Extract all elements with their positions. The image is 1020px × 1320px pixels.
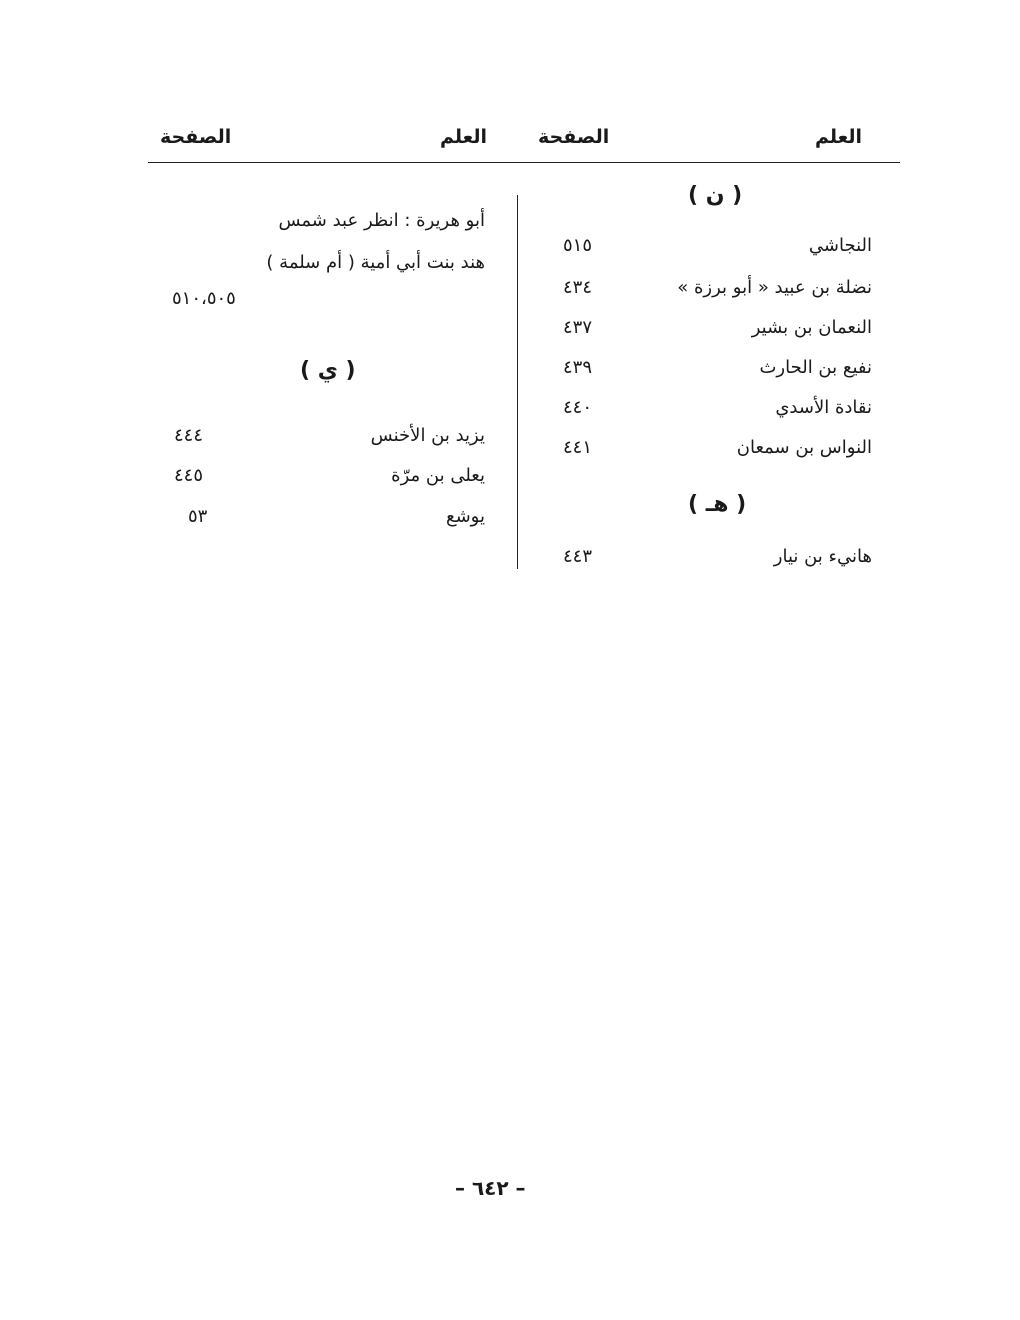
header-left-name: العلم: [439, 126, 487, 148]
index-entry-page: ٤٤١: [563, 437, 593, 458]
index-entry-page: ٤٤٣: [563, 546, 593, 567]
index-entry-name: يوشع: [446, 506, 485, 527]
section-letter-nun: ( ن ): [688, 183, 743, 208]
index-entry-page: ٤٣٤: [563, 277, 593, 298]
index-entry-name: يزيد بن الأخنس: [370, 425, 485, 446]
header-right-name: العلم: [814, 126, 862, 148]
index-entry-page: ٥١٠،٥٠٥: [172, 288, 236, 309]
index-entry-name: نقادة الأسدي: [775, 397, 872, 418]
index-entry-page: ٥١٥: [563, 235, 593, 256]
index-entry-name: النجاشي: [808, 235, 872, 256]
index-entry-page: ٤٣٩: [563, 357, 593, 378]
header-rule: [148, 162, 900, 163]
column-divider: [517, 195, 518, 569]
index-entry-page: ٤٤٠: [563, 397, 593, 418]
section-letter-ha: ( هـ ): [688, 492, 747, 517]
header-right-page: الصفحة: [538, 126, 610, 148]
index-entry-page: ٥٣: [188, 506, 208, 527]
header-left-page: الصفحة: [160, 126, 232, 148]
index-entry-name: هانيء بن نيار: [773, 546, 872, 567]
index-entry-name: نضلة بن عبيد « أبو برزة »: [677, 277, 872, 298]
page-number: – ٦٤٢ –: [455, 1176, 526, 1200]
index-entry-name: هند بنت أبي أمية ( أم سلمة ): [266, 252, 485, 273]
index-entry-page: ٤٤٥: [174, 465, 204, 486]
index-entry-name: النعمان بن بشير: [751, 317, 872, 338]
index-entry-name: النواس بن سمعان: [736, 437, 872, 458]
index-entry-name: يعلى بن مرّة: [391, 465, 485, 486]
index-entry-name: أبو هريرة : انظر عبد شمس: [278, 210, 485, 231]
index-entry-page: ٤٣٧: [563, 317, 593, 338]
section-letter-ya: ( ي ): [300, 358, 356, 383]
index-entry-page: ٤٤٤: [174, 425, 204, 446]
index-entry-name: نفيع بن الحارث: [759, 357, 872, 378]
